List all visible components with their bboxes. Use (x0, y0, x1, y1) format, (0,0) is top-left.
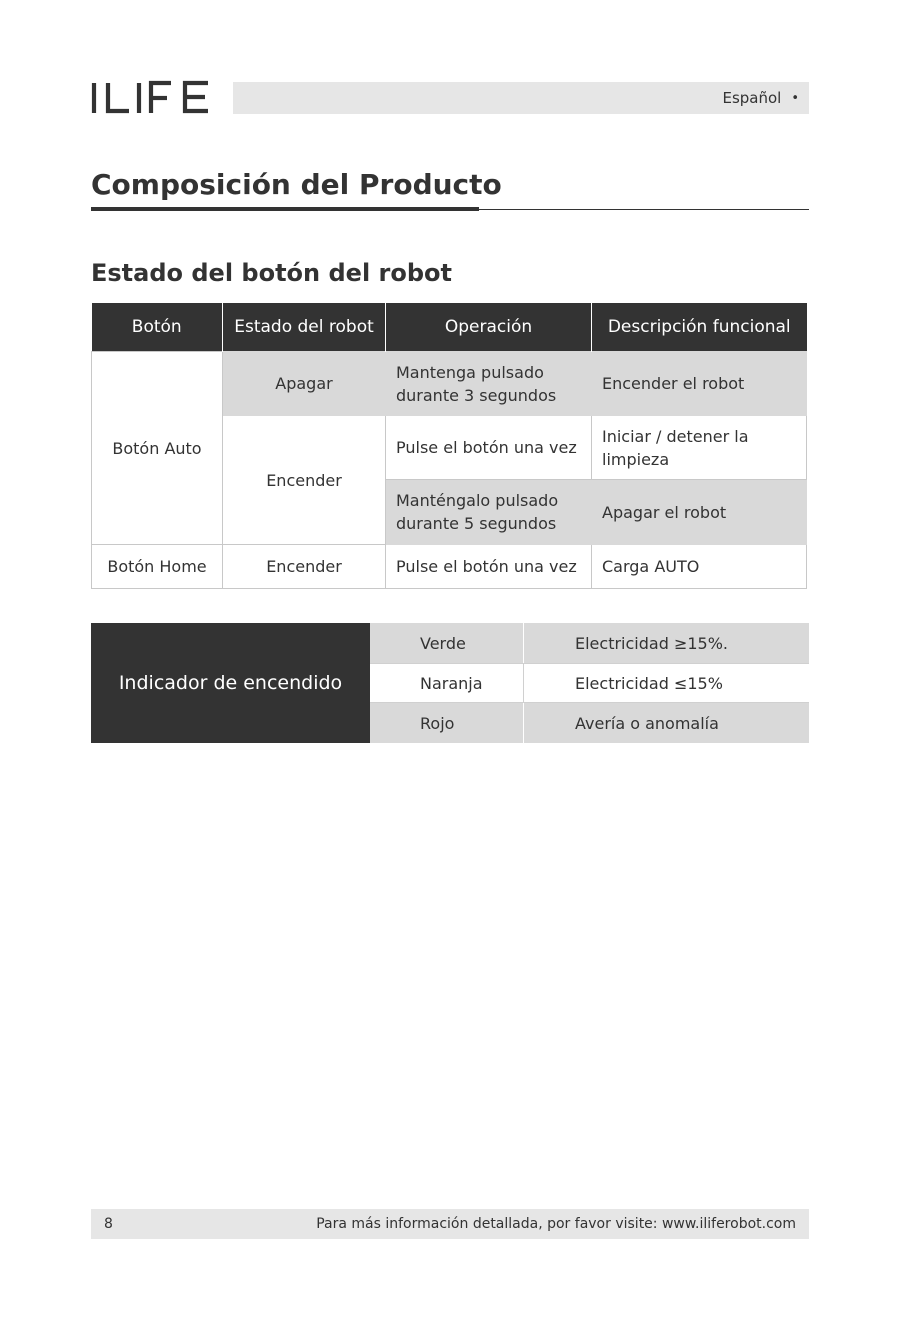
auto-button-cell: Botón Auto (92, 352, 223, 545)
header-bar (233, 82, 809, 114)
description-cell: Encender el robot (592, 352, 807, 416)
state-on-cell: Encender (223, 416, 386, 545)
description-cell: Apagar el robot (592, 480, 807, 545)
language-label: Español (722, 89, 782, 107)
operation-cell: Manténgalo pulsado durante 5 segundos (386, 480, 592, 545)
table-row (92, 545, 807, 589)
indicator-meaning: Avería o anomalía (575, 713, 719, 733)
power-indicator-label: Indicador de encendido (91, 623, 370, 743)
title-rule (479, 209, 809, 210)
header-estado: Estado del robot (223, 303, 386, 352)
indicator-color: Rojo (370, 703, 524, 743)
bullet-icon: • (791, 90, 799, 106)
header-descripcion: Descripción funcional (592, 303, 807, 352)
footer-bar (91, 1209, 809, 1239)
state-on-home-cell: Encender (223, 545, 386, 589)
ilife-logo (91, 80, 211, 116)
indicator-row-red (370, 703, 809, 743)
indicator-meaning: Electricidad ≤15% (575, 673, 723, 693)
header-operacion: Operación (386, 303, 592, 352)
table-row (92, 352, 807, 416)
state-off-cell: Apagar (223, 352, 386, 416)
title-underline (91, 207, 479, 211)
indicator-row-orange (370, 663, 809, 703)
operation-cell: Mantenga pulsado durante 3 segundos (386, 352, 592, 416)
page-number: 8 (104, 1216, 113, 1232)
footer-note: Para más información detallada, por favor visite: www.iliferobot.com (316, 1216, 796, 1232)
subtitle: Estado del botón del robot (91, 259, 452, 287)
indicator-row-green (370, 623, 809, 663)
description-cell: Iniciar / detener la limpieza (592, 416, 807, 480)
button-state-table (91, 303, 807, 589)
indicator-color: Naranja (370, 664, 524, 702)
operation-cell: Pulse el botón una vez (386, 545, 592, 589)
home-button-cell: Botón Home (92, 545, 223, 589)
section-title: Composición del Producto (91, 168, 502, 201)
brand-text: ILIFE (91, 80, 94, 81)
operation-cell: Pulse el botón una vez (386, 416, 592, 480)
header-boton: Botón (92, 303, 223, 352)
indicator-meaning: Electricidad ≥15%. (575, 633, 728, 653)
indicator-color: Verde (370, 623, 524, 663)
description-cell: Carga AUTO (592, 545, 807, 589)
table-header-row (92, 303, 807, 352)
